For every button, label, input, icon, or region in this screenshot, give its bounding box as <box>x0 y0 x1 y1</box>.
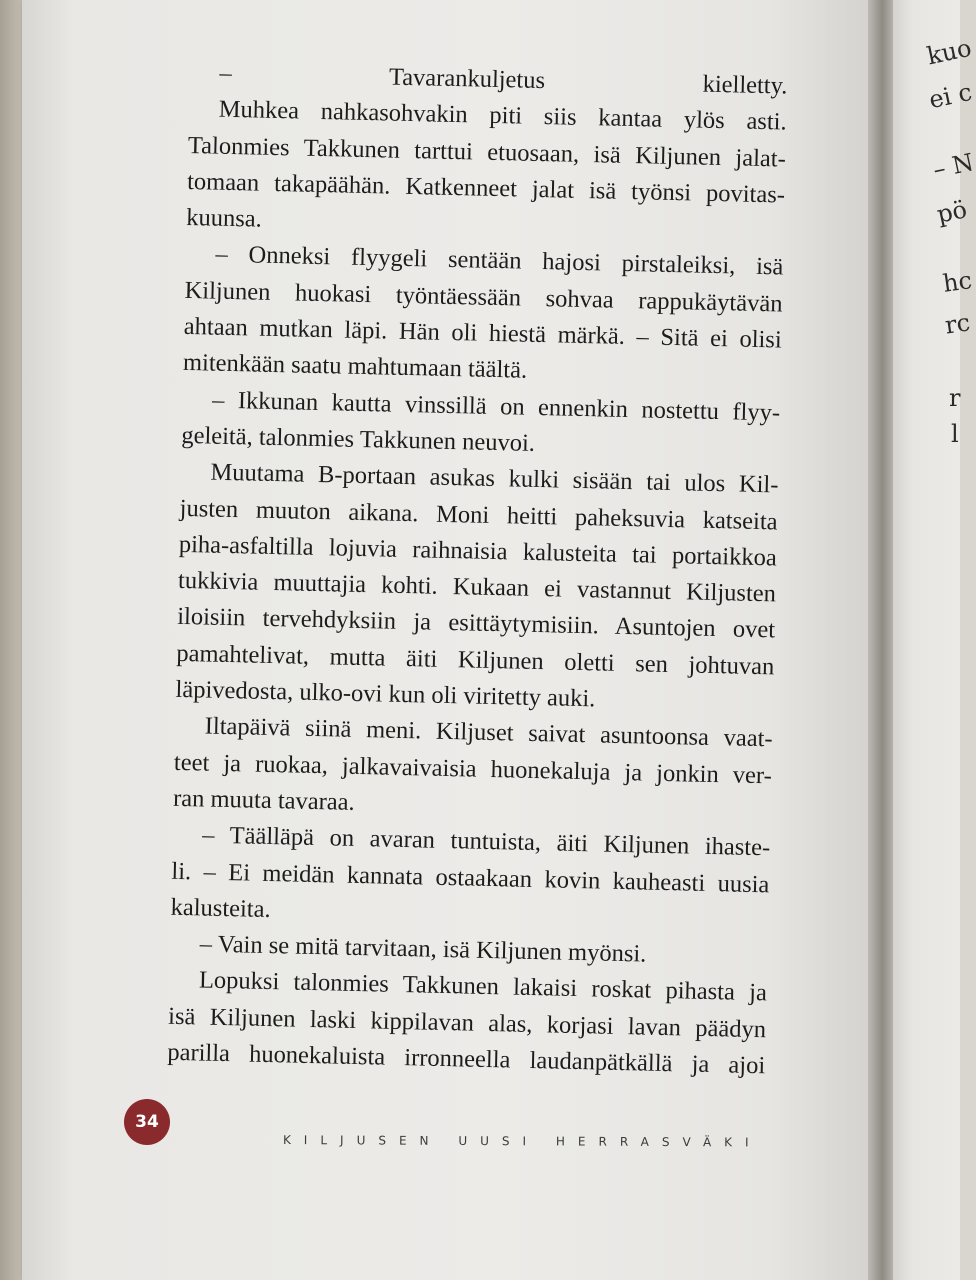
body-text <box>167 55 788 1085</box>
text-line: – Onneksi flyygeli sentään hajosi pirstaleiksi, isä <box>215 241 784 281</box>
text-line: Muutama B-portaan asukas kulki sisään tai ulos Kil- <box>210 458 779 499</box>
facing-page-text: l <box>951 420 959 448</box>
facing-page-text: kuo <box>924 33 974 71</box>
facing-page-text: hc <box>941 266 974 298</box>
text-line: isä Kiljunen laski kippilavan alas, korjasi lavan päädyn <box>167 1002 767 1044</box>
text-line: Iltapäivä siinä meni. Kiljuset saivat asuntoonsa vaat- <box>204 712 773 753</box>
text-line: tomaan takapäähän. Katkenneet jalat isä työnsi povitas- <box>186 167 786 209</box>
book-page <box>22 0 902 1280</box>
page-number: 34 <box>124 1099 170 1145</box>
facing-page-text: – N <box>930 148 976 184</box>
text-line: – Täälläpä on avaran tuntuista, äiti Kiljunen ihaste- <box>201 821 771 862</box>
text-line: läpivedosta, ulko-ovi kun oli viritetty auki. <box>175 675 596 713</box>
text-line: Kiljunen huokasi työntäessään sohvaa rappukäytävän <box>184 276 783 318</box>
text-line: – Tavarankuljetus kielletty. <box>219 59 788 100</box>
text-line: ahtaan mutkan läpi. Hän oli hiestä märkä. – Sitä ei olisi <box>183 313 782 354</box>
text-line: ran muuta tavaraa. <box>172 784 356 816</box>
text-line: pamahtelivat, mutta äiti Kiljunen oletti sen johtuvan <box>176 639 775 681</box>
text-line: parilla huonekaluista irronneella laudanpätkällä ja ajoi <box>167 1038 766 1080</box>
text-line: – Vain se mitä tarvitaan, isä Kiljunen myönsi. <box>199 930 647 968</box>
text-line: Talonmies Takkunen tarttui etuosaan, isä Kiljunen jalat- <box>187 131 787 173</box>
text-line: tukkivia muuttajia kohti. Kukaan ei vastannut Kiljusten <box>177 567 777 608</box>
facing-page-text: rc <box>943 308 972 340</box>
text-line: li. – Ei meidän kannata ostaakaan kovin kauheasti uusia <box>171 857 770 898</box>
text-line: piha-asfaltilla lojuvia raihnaisia kalusteita tai portaikkoa <box>178 530 778 572</box>
text-line: teet ja ruokaa, jalkavaivaisia huonekaluja ja jonkin ver- <box>173 748 773 790</box>
facing-page-text: ei c <box>926 77 975 115</box>
text-line: kalusteita. <box>170 893 271 923</box>
facing-page <box>893 0 976 1280</box>
text-line: justen muuton aikana. Moni heitti paheksuvia katseita <box>179 494 778 536</box>
facing-page-text: pö <box>934 195 970 229</box>
text-line: iloisiin tervehdyksiin ja esittäytymisiin. Asuntojen ovet <box>176 603 776 644</box>
text-line: mitenkään saatu mahtumaan täältä. <box>182 349 528 385</box>
book-spine-gap <box>868 0 894 1280</box>
facing-page-text: r <box>949 384 961 412</box>
text-line: kuunsa. <box>186 204 263 233</box>
page-edge <box>0 0 22 1280</box>
text-line: Lopuksi talonmies Takkunen lakaisi roskat pihasta ja <box>198 966 768 1007</box>
text-line: – Ikkunan kautta vinssillä on ennenkin nostettu flyy- <box>211 386 781 427</box>
text-line: Muhkea nahkasohvakin piti siis kantaa ylös asti. <box>218 95 787 136</box>
running-title: KILJUSEN UUSI HERRASVÄKI <box>282 1133 762 1150</box>
text-line: geleitä, talonmies Takkunen neuvoi. <box>181 421 536 457</box>
